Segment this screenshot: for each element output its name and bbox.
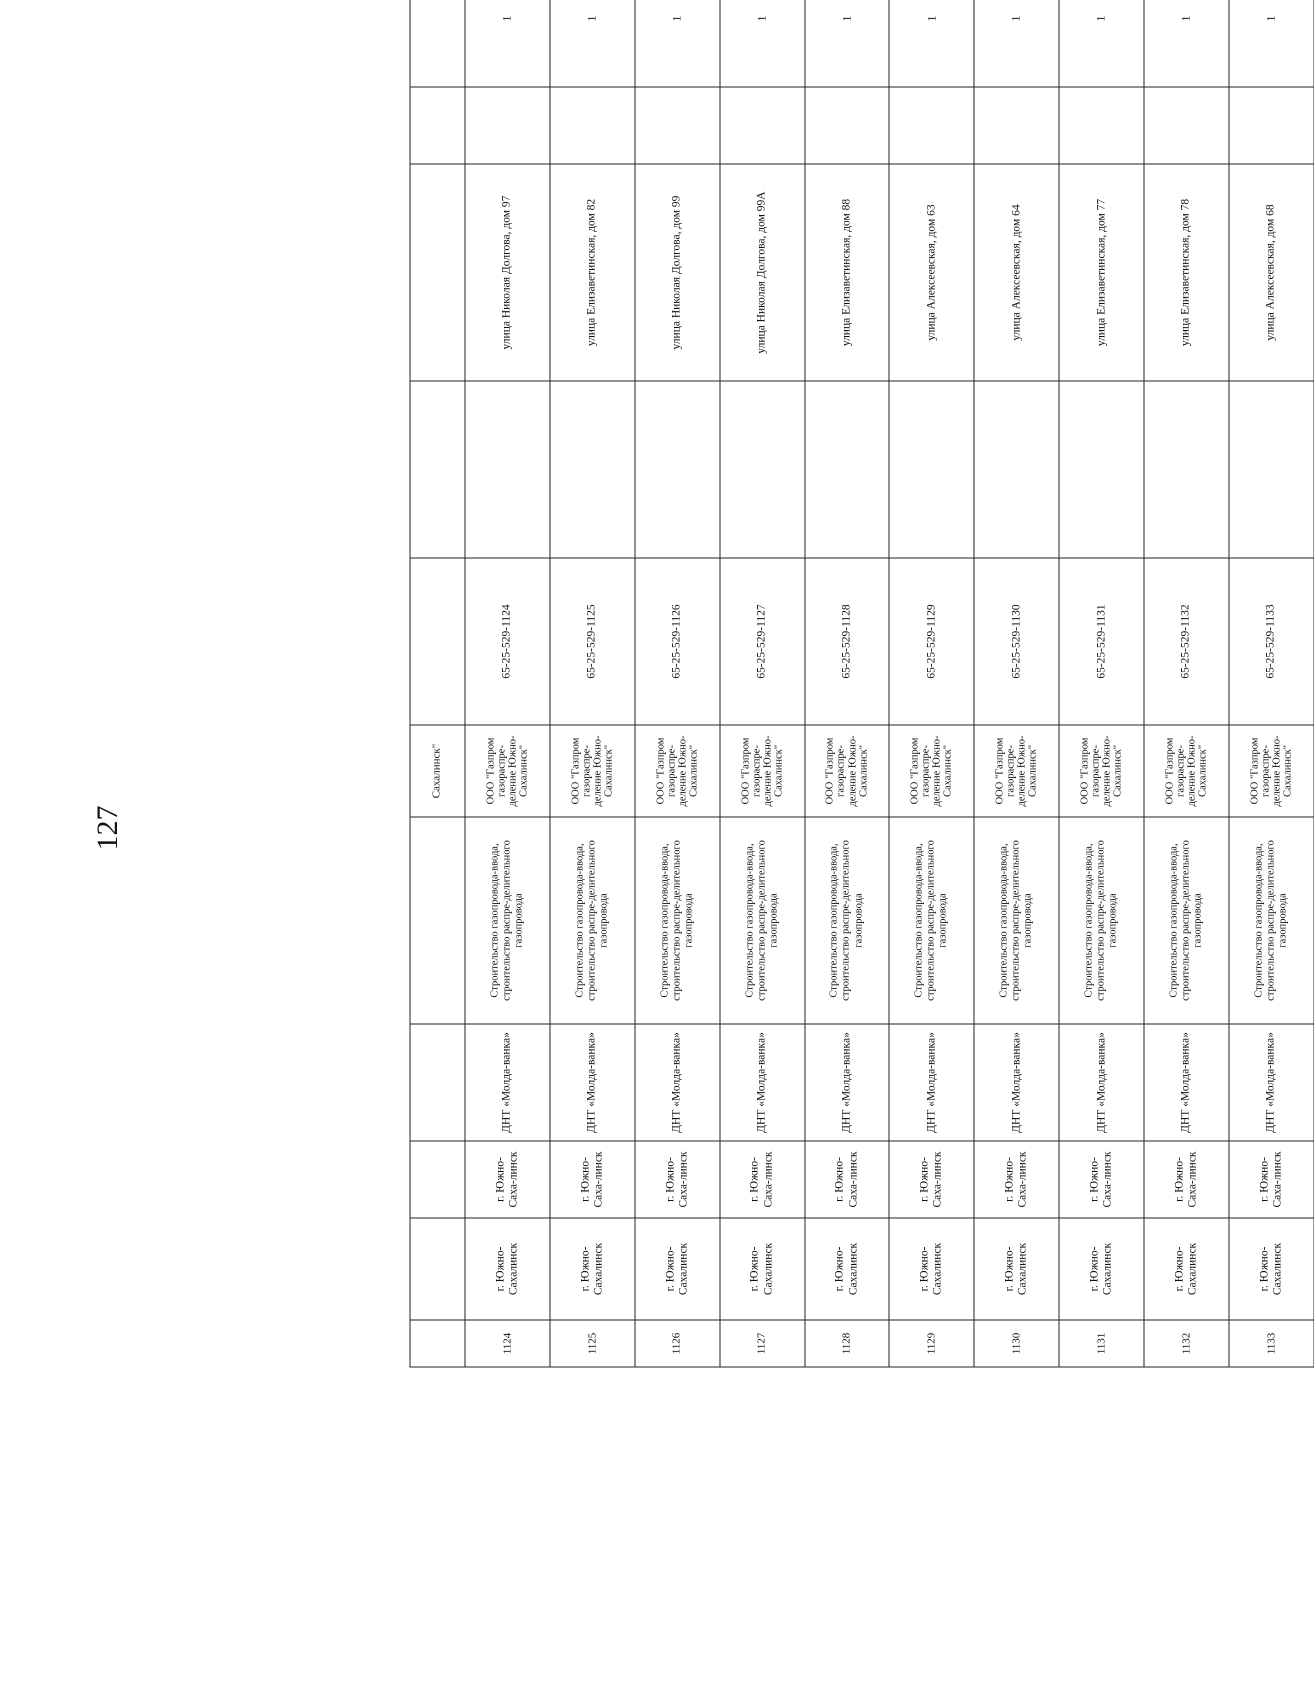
row-number-cell: 1132	[1144, 1320, 1229, 1367]
work-description-cell: Строительство газопровода-ввода, строительство распре-делительного газопровода	[1229, 817, 1314, 1024]
address-cell: улица Елизаветинская, дом 82	[549, 164, 634, 381]
object-cell: ДНТ «Молда-ванка»	[889, 1024, 974, 1141]
row-number-cell: 1124	[465, 1320, 550, 1367]
row-number-cell: 1125	[549, 1320, 634, 1367]
row-number-cell: 1133	[1229, 1320, 1314, 1367]
empty-cell	[1059, 87, 1144, 164]
quantity-cell: 1	[1229, 0, 1314, 87]
object-cell: ДНТ «Молда-ванка»	[549, 1024, 634, 1141]
header-cell-object	[410, 1024, 465, 1141]
header-cell-empty	[410, 87, 465, 164]
organization-cell: ООО "Газпром газораспре-деление Южно-Сахалинск"	[804, 725, 889, 817]
table-body	[410, 0, 1314, 1367]
work-description-cell: Строительство газопровода-ввода, строительство распре-делительного газопровода	[549, 817, 634, 1024]
work-description-cell: Строительство газопровода-ввода, строительство распре-делительного газопровода	[465, 817, 550, 1024]
row-number-cell: 1126	[634, 1320, 719, 1367]
municipality-cell: г. Южно-Сахалинск	[549, 1218, 634, 1320]
header-cell-blank	[410, 381, 465, 558]
table-row	[804, 0, 889, 1367]
city-cell: г. Южно-Саха-линск	[804, 1141, 889, 1218]
municipality-cell: г. Южно-Сахалинск	[1059, 1218, 1144, 1320]
quantity-cell: 1	[804, 0, 889, 87]
blank-cell	[549, 381, 634, 558]
empty-cell	[1144, 87, 1229, 164]
empty-cell	[804, 87, 889, 164]
table-row	[974, 0, 1059, 1367]
object-cell: ДНТ «Молда-ванка»	[804, 1024, 889, 1141]
city-cell: г. Южно-Саха-линск	[1144, 1141, 1229, 1218]
row-number-cell: 1130	[974, 1320, 1059, 1367]
work-description-cell: Строительство газопровода-ввода, строительство распре-делительного газопровода	[719, 817, 804, 1024]
municipality-cell: г. Южно-Сахалинск	[889, 1218, 974, 1320]
registry-code-cell: 65-25-529-1125	[549, 558, 634, 725]
registry-code-cell: 65-25-529-1132	[1144, 558, 1229, 725]
address-cell: улица Елизаветинская, дом 77	[1059, 164, 1144, 381]
city-cell: г. Южно-Саха-линск	[889, 1141, 974, 1218]
object-cell: ДНТ «Молда-ванка»	[1229, 1024, 1314, 1141]
organization-cell: ООО "Газпром газораспре-деление Южно-Сахалинск"	[1144, 725, 1229, 817]
city-cell: г. Южно-Саха-линск	[549, 1141, 634, 1218]
object-cell: ДНТ «Молда-ванка»	[719, 1024, 804, 1141]
address-cell: улица Елизаветинская, дом 88	[804, 164, 889, 381]
work-description-cell: Строительство газопровода-ввода, строительство распре-делительного газопровода	[804, 817, 889, 1024]
empty-cell	[1229, 87, 1314, 164]
city-cell: г. Южно-Саха-линск	[1059, 1141, 1144, 1218]
municipality-cell: г. Южно-Сахалинск	[1229, 1218, 1314, 1320]
quantity-cell: 1	[549, 0, 634, 87]
address-cell: улица Николая Долгова, дом 99	[634, 164, 719, 381]
organization-cell: ООО "Газпром газораспре-деление Южно-Сахалинск"	[974, 725, 1059, 817]
table-row	[549, 0, 634, 1367]
registry-code-cell: 65-25-529-1129	[889, 558, 974, 725]
blank-cell	[1059, 381, 1144, 558]
city-cell: г. Южно-Саха-линск	[465, 1141, 550, 1218]
city-cell: г. Южно-Саха-линск	[719, 1141, 804, 1218]
quantity-cell: 1	[1144, 0, 1229, 87]
header-cell-org: Сахалинск"	[410, 725, 465, 817]
blank-cell	[1144, 381, 1229, 558]
work-description-cell: Строительство газопровода-ввода, строительство распре-делительного газопровода	[1144, 817, 1229, 1024]
registry-code-cell: 65-25-529-1124	[465, 558, 550, 725]
table-header-row	[410, 0, 465, 1367]
header-cell-code	[410, 558, 465, 725]
empty-cell	[719, 87, 804, 164]
registry-table-wrapper	[409, 0, 1313, 1367]
blank-cell	[634, 381, 719, 558]
organization-cell: ООО "Газпром газораспре-деление Южно-Сахалинск"	[889, 725, 974, 817]
header-cell-address	[410, 164, 465, 381]
organization-cell: ООО "Газпром газораспре-деление Южно-Сахалинск"	[719, 725, 804, 817]
quantity-cell: 1	[634, 0, 719, 87]
registry-code-cell: 65-25-529-1131	[1059, 558, 1144, 725]
registry-table	[409, 0, 1314, 1367]
row-number-cell: 1128	[804, 1320, 889, 1367]
quantity-cell: 1	[719, 0, 804, 87]
blank-cell	[1229, 381, 1314, 558]
row-number-cell: 1129	[889, 1320, 974, 1367]
table-row	[1059, 0, 1144, 1367]
header-cell-work	[410, 817, 465, 1024]
empty-cell	[889, 87, 974, 164]
address-cell: улица Николая Долгова, дом 97	[465, 164, 550, 381]
object-cell: ДНТ «Молда-ванка»	[634, 1024, 719, 1141]
row-number-cell: 1131	[1059, 1320, 1144, 1367]
object-cell: ДНТ «Молда-ванка»	[1059, 1024, 1144, 1141]
address-cell: улица Николая Долгова, дом 99А	[719, 164, 804, 381]
empty-cell	[465, 87, 550, 164]
object-cell: ДНТ «Молда-ванка»	[465, 1024, 550, 1141]
table-row	[1229, 0, 1314, 1367]
work-description-cell: Строительство газопровода-ввода, строительство распре-делительного газопровода	[1059, 817, 1144, 1024]
organization-cell: ООО "Газпром газораспре-деление Южно-Сахалинск"	[465, 725, 550, 817]
organization-cell: ООО "Газпром газораспре-деление Южно-Сахалинск"	[634, 725, 719, 817]
header-cell-municipality	[410, 1218, 465, 1320]
header-cell-num	[410, 1320, 465, 1367]
header-cell-city	[410, 1141, 465, 1218]
empty-cell	[634, 87, 719, 164]
table-row	[719, 0, 804, 1367]
address-cell: улица Алексеевская, дом 63	[889, 164, 974, 381]
municipality-cell: г. Южно-Сахалинск	[804, 1218, 889, 1320]
blank-cell	[719, 381, 804, 558]
municipality-cell: г. Южно-Сахалинск	[465, 1218, 550, 1320]
row-number-cell: 1127	[719, 1320, 804, 1367]
blank-cell	[804, 381, 889, 558]
work-description-cell: Строительство газопровода-ввода, строительство распре-делительного газопровода	[974, 817, 1059, 1024]
header-cell-qty	[410, 0, 465, 87]
page-number: 127	[91, 805, 124, 851]
municipality-cell: г. Южно-Сахалинск	[974, 1218, 1059, 1320]
registry-code-cell: 65-25-529-1126	[634, 558, 719, 725]
municipality-cell: г. Южно-Сахалинск	[634, 1218, 719, 1320]
object-cell: ДНТ «Молда-ванка»	[974, 1024, 1059, 1141]
address-cell: улица Алексеевская, дом 68	[1229, 164, 1314, 381]
address-cell: улица Алексеевская, дом 64	[974, 164, 1059, 381]
registry-code-cell: 65-25-529-1133	[1229, 558, 1314, 725]
registry-code-cell: 65-25-529-1127	[719, 558, 804, 725]
quantity-cell: 1	[889, 0, 974, 87]
work-description-cell: Строительство газопровода-ввода, строительство распре-делительного газопровода	[634, 817, 719, 1024]
address-cell: улица Елизаветинская, дом 78	[1144, 164, 1229, 381]
organization-cell: ООО "Газпром газораспре-деление Южно-Сахалинск"	[1229, 725, 1314, 817]
registry-code-cell: 65-25-529-1128	[804, 558, 889, 725]
organization-cell: ООО "Газпром газораспре-деление Южно-Сахалинск"	[1059, 725, 1144, 817]
city-cell: г. Южно-Саха-линск	[974, 1141, 1059, 1218]
municipality-cell: г. Южно-Сахалинск	[1144, 1218, 1229, 1320]
municipality-cell: г. Южно-Сахалинск	[719, 1218, 804, 1320]
empty-cell	[549, 87, 634, 164]
blank-cell	[465, 381, 550, 558]
object-cell: ДНТ «Молда-ванка»	[1144, 1024, 1229, 1141]
blank-cell	[889, 381, 974, 558]
work-description-cell: Строительство газопровода-ввода, строительство распре-делительного газопровода	[889, 817, 974, 1024]
quantity-cell: 1	[1059, 0, 1144, 87]
table-row	[889, 0, 974, 1367]
city-cell: г. Южно-Саха-линск	[634, 1141, 719, 1218]
quantity-cell: 1	[465, 0, 550, 87]
table-row	[634, 0, 719, 1367]
blank-cell	[974, 381, 1059, 558]
registry-code-cell: 65-25-529-1130	[974, 558, 1059, 725]
table-row	[465, 0, 550, 1367]
city-cell: г. Южно-Саха-линск	[1229, 1141, 1314, 1218]
organization-cell: ООО "Газпром газораспре-деление Южно-Сахалинск"	[549, 725, 634, 817]
table-row	[1144, 0, 1229, 1367]
empty-cell	[974, 87, 1059, 164]
quantity-cell: 1	[974, 0, 1059, 87]
